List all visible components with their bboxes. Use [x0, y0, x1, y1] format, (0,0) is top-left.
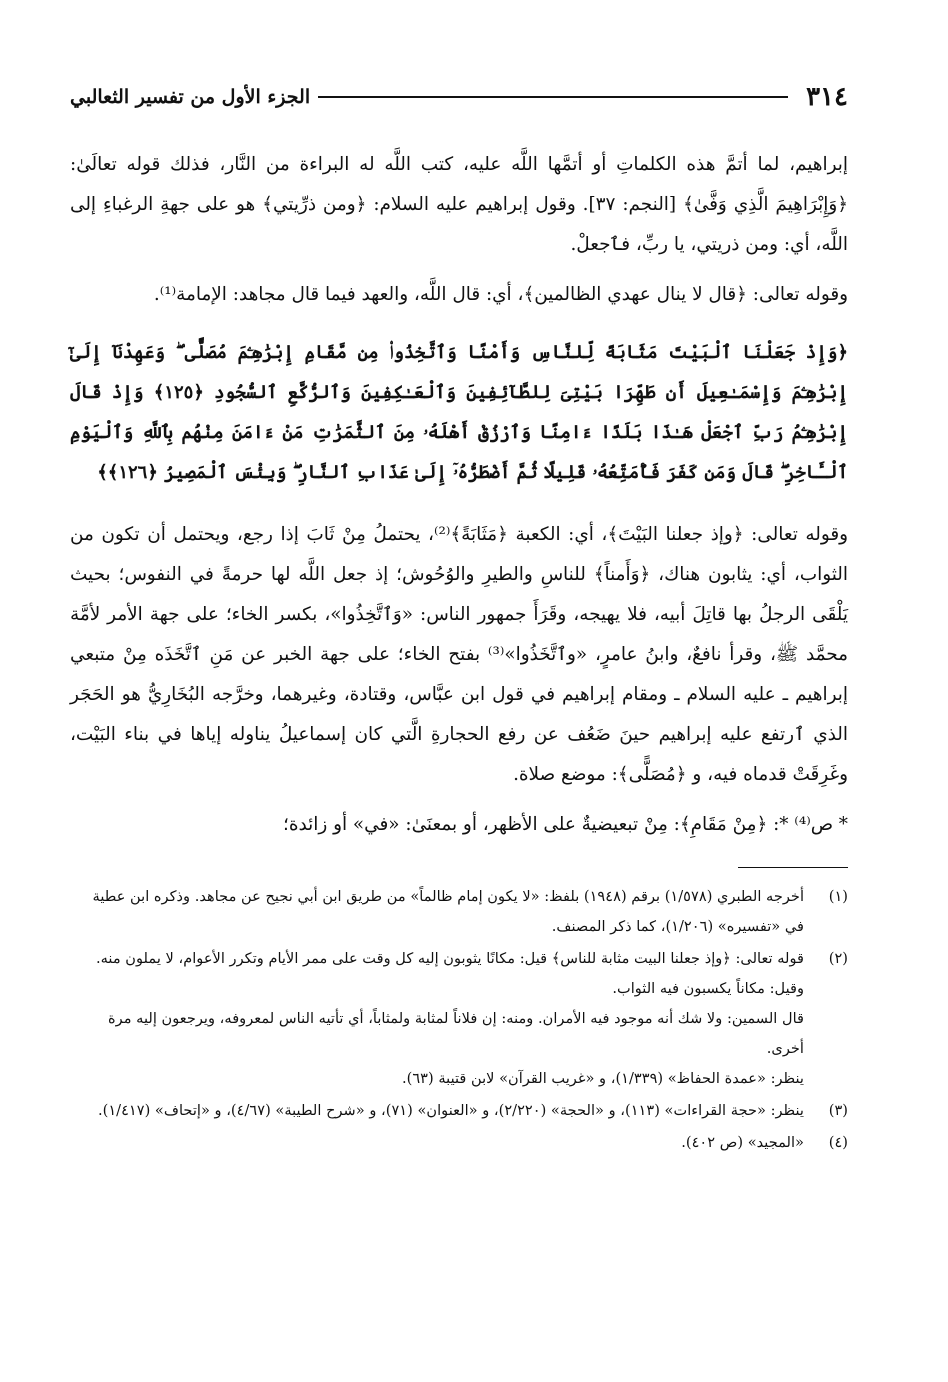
- footnote: [70, 1128, 848, 1158]
- header-rule: [318, 96, 788, 98]
- footnote-line: «المجيد» (ص ٤٠٢).: [681, 1134, 804, 1151]
- paragraph: إبراهيم، لما أتمَّ هذه الكلماتِ أو أتمَّها اللَّه عليه، كتب اللَّه له البراءة من النَّار، فذلك قوله تعالَىٰ: ﴿وَإِبْرَاهِيمَ الَّذِي وَفَّىٰ﴾ [النجم: ٣٧]. وقول إبراهيم عليه السلام: ﴿ومن ذرِّيتي﴾ هو على جهةِ الرغباءِ إلى اللَّه، أي: ومن ذريتي، يا ربِّ، فٱجعلْ.: [70, 154, 848, 255]
- footnote-separator: [738, 867, 848, 868]
- footnote-number: (١): [828, 888, 848, 905]
- footnote: [70, 1096, 848, 1126]
- footnote-text: [70, 882, 804, 942]
- footnote: [70, 944, 848, 1094]
- footnote-text: [98, 1096, 804, 1126]
- paragraph: وقوله تعالى: ﴿قال لا ينال عهدي الظالمين﴾، أي: قال اللَّه، والعهد فيما قال مجاهد: الإمامة⁽¹⁾.: [153, 284, 848, 305]
- footnote-number: (٣): [828, 1102, 848, 1119]
- quran-verse-block: ﴿وَإِذْ جَعَلْنَا ٱلْبَيْتَ مَثَابَةً لِّلنَّاسِ وَأَمْنًا وَٱتَّخِذُوا۟ مِن مَّقَامِ إِبْرَٰهِـۧمَ مُصَلًّى ۖ وَعَهِدْنَآ إِلَىٰٓ إِبْرَٰهِـۧمَ وَإِسْمَـٰعِيلَ أَن طَهِّرَا بَيْتِىَ لِلطَّآئِفِينَ وَٱلْعَـٰكِفِينَ وَٱلرُّكَّعِ ٱلسُّجُودِ ﴿١٢٥﴾ وَإِذْ قَالَ إِبْرَٰهِـۧمُ رَبِّ ٱجْعَلْ هَـٰذَا بَلَدًا ءَامِنًا وَٱرْزُقْ أَهْلَهُۥ مِنَ ٱلثَّمَرَٰتِ مَنْ ءَامَنَ مِنْهُم بِٱللَّهِ وَٱلْيَوْمِ ٱلْـَٔاخِرِ ۖ قَالَ وَمَن كَفَرَ فَأُمَتِّعُهُۥ قَلِيلًا ثُمَّ أَضْطَرُّهُۥٓ إِلَىٰ عَذَابِ ٱلنَّارِ ۖ وَبِئْسَ ٱلْمَصِيرُ ﴿١٢٦﴾﴾: [70, 342, 848, 483]
- footnote-number: (٤): [828, 1134, 848, 1151]
- footnote-line: ينظر: «عمدة الحفاظ» (١/٣٣٩)، و «غريب القرآن» لابن قتيبة (٦٣).: [401, 1070, 804, 1087]
- paragraph: * ص⁽⁴⁾ *: ﴿مِنْ مَقَامِ﴾: مِنْ تبعيضيةٌ على الأظهر، أو بمعنَىٰ: «في» أو زائدة؛: [283, 814, 848, 835]
- page-header: [70, 75, 848, 119]
- paragraph: وقوله تعالى: ﴿وإذ جعلنا البَيْتَ﴾، أي: الكعبة ﴿مَثَابَةً﴾⁽²⁾، يحتملُ مِنْ ثَابَ إذا رجع، ويحتمل أن تكون من الثواب، أي: يثابون هناك، ﴿وَأَمناً﴾ للناسِ والطيرِ والوُحُوش؛ إذ جعل اللَّه لها حرمةً في النفوس؛ بحيث يَلْقَى الرجلُ بها قاتِلَ أبيه، فلا يهيجه، وقَرَأَ جمهور الناس: «وَٱتَّخِذُوا»، بكسر الخاء؛ على جهة الأمر لأمَّة محمَّد ﷺ، وقرأ نافعٌ، وابنُ عامرٍ، «وٱتَّخَذُوا»⁽³⁾ بفتح الخاء؛ على جهة الخبر عن مَنِ ٱتَّخَذَه مِنْ متبعي إبراهيم ـ عليه السلام ـ ومقام إبراهيم في قول ابن عبَّاس، وقتادة، وغيرهما، وخرَّجه البُخَارِيُّ هو الحَجَر الذي ٱرتفع عليه إبراهيم حينَ ضَعُف عن رفع الحجارةِ الَّتي كان إسماعيلُ يناوله إياها في بناء البَيْت، وغَرِقَتْ قدماه فيه، و ﴿مُصَلًّى﴾: موضع صلاة.: [70, 524, 848, 785]
- footnote-line: أخرجه الطبري (١/٥٧٨) برقم (١٩٤٨) بلفظ: «لا يكون إمام ظالماً» من طريق ابن أبي نجيح عن مجاهد. وذكره ابن عطية في «تفسيره» (١/٢٠٦)، كما ذكر المصنف.: [92, 888, 804, 935]
- running-title: الجزء الأول من تفسير الثعالبي: [70, 86, 311, 108]
- page-number: ٣١٤: [806, 82, 848, 112]
- footnote-text: [70, 944, 804, 1094]
- footnote: [70, 882, 848, 942]
- footnote-line: ينظر: «حجة القراءات» (١١٣)، و «الحجة» (٢/٢٢٠)، و «العنوان» (٧١)، و «شرح الطيبة» (٤/٦٧)، و «إتحاف» (١/٤١٧).: [97, 1102, 804, 1119]
- footnote-line: قوله تعالى: ﴿وإذ جعلنا البيت مثابة للناس﴾ قيل: مكانًا يثوبون إليه كل وقت على ممر الأيام وتكرر الأعوام، لا يملون منه. وقيل: مكاناً يكسبون فيه الثواب.: [95, 950, 804, 997]
- main-text: [70, 145, 848, 845]
- footnotes: [70, 882, 848, 1158]
- footnote-text: [681, 1128, 804, 1158]
- book-page: [70, 75, 848, 1160]
- footnote-line: قال السمين: ولا شك أنه موجود فيه الأمران. ومنه: إن فلاناً لمثابة ولمثاباً، أي تأتيه الناس لمعروفه، ويرجعون إليه مرة أخرى.: [108, 1010, 804, 1057]
- footnote-number: (٢): [828, 950, 848, 967]
